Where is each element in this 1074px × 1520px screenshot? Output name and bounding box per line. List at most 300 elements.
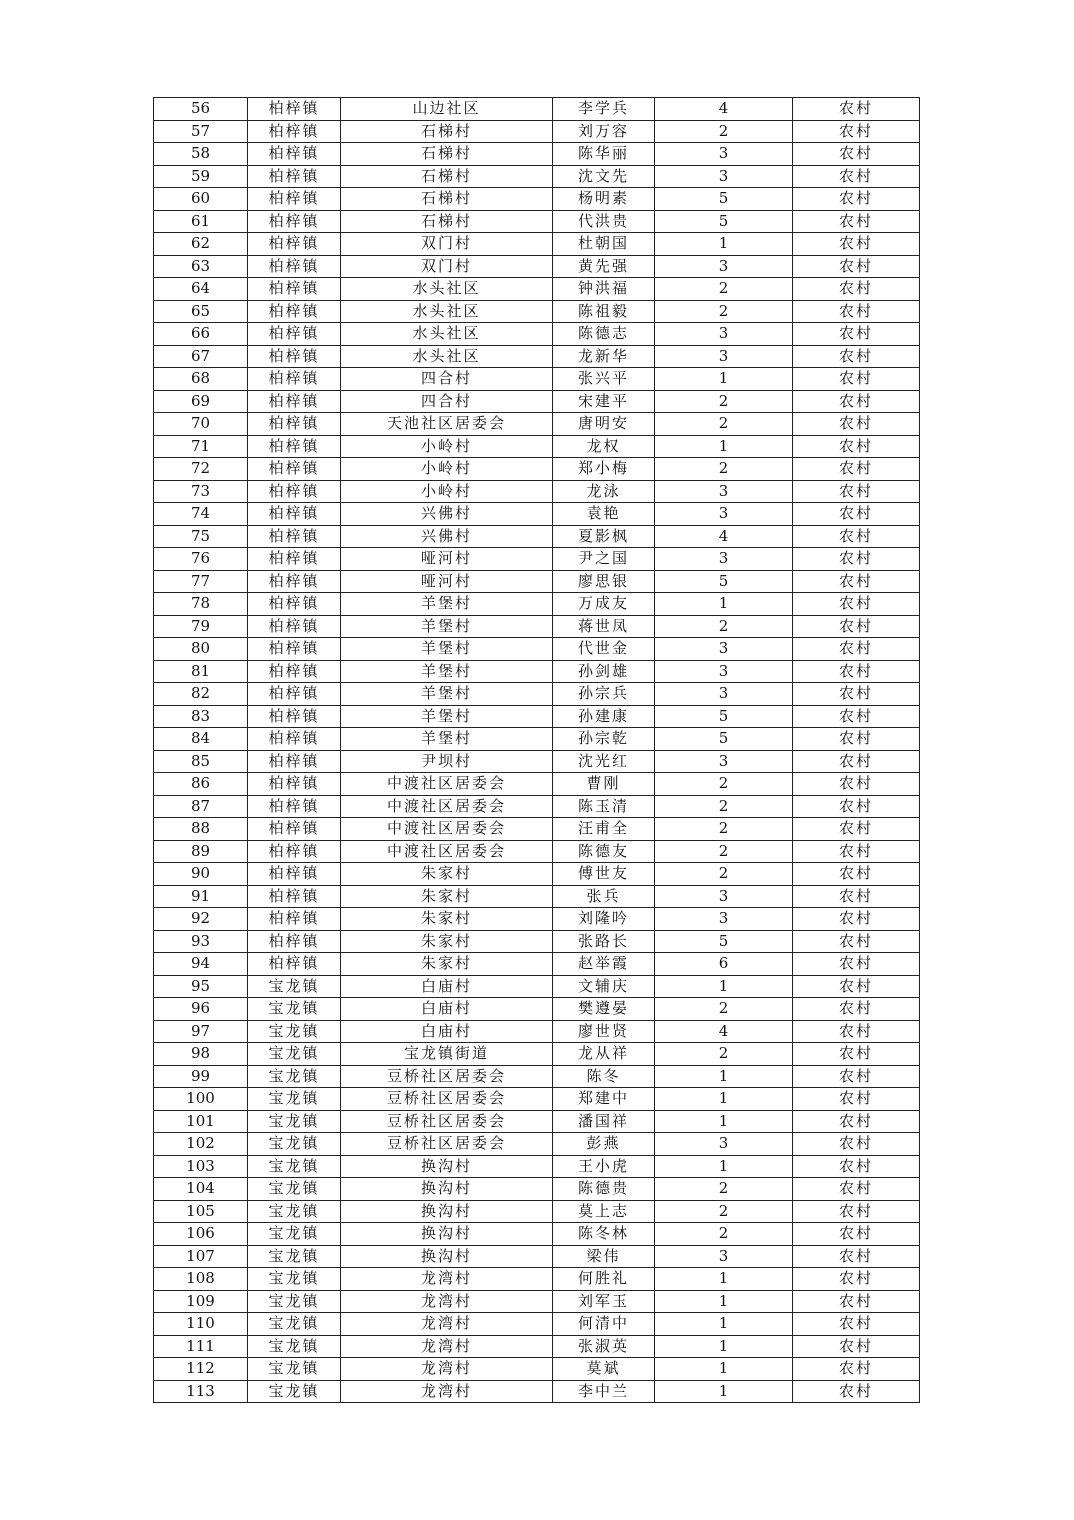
village-cell: 白庙村 [341,975,553,998]
count-cell: 2 [655,795,793,818]
town-cell: 柏梓镇 [248,750,341,773]
town-cell: 柏梓镇 [248,300,341,323]
count-cell: 1 [655,435,793,458]
name-cell: 廖思银 [553,570,655,593]
count-cell: 2 [655,458,793,481]
town-cell: 柏梓镇 [248,278,341,301]
row-number-cell: 93 [154,930,248,953]
type-cell: 农村 [793,975,920,998]
name-cell: 陈德志 [553,323,655,346]
name-cell: 代世金 [553,638,655,661]
name-cell: 陈德贵 [553,1178,655,1201]
village-cell: 白庙村 [341,1020,553,1043]
name-cell: 莫上志 [553,1200,655,1223]
row-number-cell: 67 [154,345,248,368]
row-number-cell: 107 [154,1245,248,1268]
town-cell: 宝龙镇 [248,998,341,1021]
name-cell: 梁伟 [553,1245,655,1268]
type-cell: 农村 [793,1088,920,1111]
count-cell: 3 [655,165,793,188]
name-cell: 王小虎 [553,1155,655,1178]
count-cell: 5 [655,930,793,953]
name-cell: 李学兵 [553,98,655,121]
type-cell: 农村 [793,773,920,796]
name-cell: 潘国祥 [553,1110,655,1133]
village-cell: 山边社区 [341,98,553,121]
row-number-cell: 108 [154,1268,248,1291]
table-row [154,458,920,481]
village-cell: 兴佛村 [341,525,553,548]
town-cell: 宝龙镇 [248,975,341,998]
town-cell: 柏梓镇 [248,930,341,953]
table-row [154,1065,920,1088]
village-cell: 石梯村 [341,188,553,211]
count-cell: 4 [655,1020,793,1043]
village-cell: 小岭村 [341,480,553,503]
type-cell: 农村 [793,1065,920,1088]
table-row [154,1043,920,1066]
table-row [154,1200,920,1223]
type-cell: 农村 [793,1178,920,1201]
type-cell: 农村 [793,525,920,548]
name-cell: 孙剑雄 [553,660,655,683]
village-cell: 哑河村 [341,548,553,571]
count-cell: 1 [655,1358,793,1381]
town-cell: 宝龙镇 [248,1065,341,1088]
town-cell: 柏梓镇 [248,233,341,256]
table-row [154,1020,920,1043]
town-cell: 宝龙镇 [248,1200,341,1223]
row-number-cell: 71 [154,435,248,458]
name-cell: 孙建康 [553,705,655,728]
town-cell: 柏梓镇 [248,165,341,188]
name-cell: 沈光红 [553,750,655,773]
village-cell: 换沟村 [341,1245,553,1268]
table-row [154,1380,920,1403]
table-body [154,98,920,1403]
name-cell: 杨明素 [553,188,655,211]
table-row [154,345,920,368]
table-row [154,930,920,953]
village-cell: 石梯村 [341,143,553,166]
village-cell: 羊堡村 [341,728,553,751]
table-row [154,660,920,683]
row-number-cell: 105 [154,1200,248,1223]
row-number-cell: 96 [154,998,248,1021]
village-cell: 四合村 [341,390,553,413]
table-row [154,998,920,1021]
count-cell: 1 [655,1155,793,1178]
table-row [154,1088,920,1111]
type-cell: 农村 [793,1110,920,1133]
table-row [154,120,920,143]
village-cell: 宝龙镇街道 [341,1043,553,1066]
village-cell: 天池社区居委会 [341,413,553,436]
village-cell: 朱家村 [341,908,553,931]
table-row [154,480,920,503]
name-cell: 郑建中 [553,1088,655,1111]
table-row [154,1178,920,1201]
row-number-cell: 82 [154,683,248,706]
count-cell: 1 [655,593,793,616]
count-cell: 2 [655,1178,793,1201]
count-cell: 3 [655,638,793,661]
row-number-cell: 109 [154,1290,248,1313]
village-cell: 尹坝村 [341,750,553,773]
type-cell: 农村 [793,1358,920,1381]
name-cell: 张淑英 [553,1335,655,1358]
count-cell: 2 [655,818,793,841]
name-cell: 刘万容 [553,120,655,143]
type-cell: 农村 [793,458,920,481]
town-cell: 柏梓镇 [248,885,341,908]
type-cell: 农村 [793,1155,920,1178]
name-cell: 陈华丽 [553,143,655,166]
type-cell: 农村 [793,1290,920,1313]
table-row [154,525,920,548]
row-number-cell: 100 [154,1088,248,1111]
town-cell: 柏梓镇 [248,480,341,503]
type-cell: 农村 [793,548,920,571]
type-cell: 农村 [793,593,920,616]
name-cell: 曹刚 [553,773,655,796]
type-cell: 农村 [793,1133,920,1156]
row-number-cell: 76 [154,548,248,571]
village-cell: 龙湾村 [341,1380,553,1403]
row-number-cell: 77 [154,570,248,593]
village-cell: 石梯村 [341,120,553,143]
name-cell: 龙新华 [553,345,655,368]
name-cell: 黄先强 [553,255,655,278]
table-row [154,503,920,526]
type-cell: 农村 [793,188,920,211]
town-cell: 柏梓镇 [248,660,341,683]
town-cell: 柏梓镇 [248,255,341,278]
type-cell: 农村 [793,1200,920,1223]
count-cell: 3 [655,345,793,368]
village-cell: 豆桥社区居委会 [341,1110,553,1133]
row-number-cell: 73 [154,480,248,503]
village-cell: 龙湾村 [341,1290,553,1313]
town-cell: 宝龙镇 [248,1110,341,1133]
table-row [154,1245,920,1268]
row-number-cell: 106 [154,1223,248,1246]
row-number-cell: 88 [154,818,248,841]
name-cell: 龙泳 [553,480,655,503]
row-number-cell: 111 [154,1335,248,1358]
table-row [154,750,920,773]
count-cell: 6 [655,953,793,976]
town-cell: 柏梓镇 [248,863,341,886]
count-cell: 2 [655,840,793,863]
town-cell: 柏梓镇 [248,435,341,458]
row-number-cell: 102 [154,1133,248,1156]
village-cell: 水头社区 [341,278,553,301]
village-cell: 羊堡村 [341,660,553,683]
count-cell: 1 [655,1065,793,1088]
row-number-cell: 92 [154,908,248,931]
table-row [154,1110,920,1133]
table-row [154,143,920,166]
count-cell: 3 [655,255,793,278]
town-cell: 宝龙镇 [248,1358,341,1381]
town-cell: 宝龙镇 [248,1268,341,1291]
count-cell: 3 [655,1133,793,1156]
count-cell: 3 [655,548,793,571]
row-number-cell: 97 [154,1020,248,1043]
town-cell: 宝龙镇 [248,1178,341,1201]
name-cell: 傅世友 [553,863,655,886]
type-cell: 农村 [793,795,920,818]
village-cell: 兴佛村 [341,503,553,526]
table-row [154,638,920,661]
row-number-cell: 103 [154,1155,248,1178]
type-cell: 农村 [793,210,920,233]
table-row [154,908,920,931]
type-cell: 农村 [793,638,920,661]
row-number-cell: 90 [154,863,248,886]
type-cell: 农村 [793,1043,920,1066]
town-cell: 宝龙镇 [248,1020,341,1043]
row-number-cell: 99 [154,1065,248,1088]
name-cell: 陈玉清 [553,795,655,818]
table-row [154,98,920,121]
table-row [154,818,920,841]
type-cell: 农村 [793,413,920,436]
table-row [154,255,920,278]
town-cell: 宝龙镇 [248,1313,341,1336]
town-cell: 宝龙镇 [248,1133,341,1156]
village-cell: 羊堡村 [341,638,553,661]
type-cell: 农村 [793,1380,920,1403]
row-number-cell: 89 [154,840,248,863]
table-row [154,165,920,188]
row-number-cell: 64 [154,278,248,301]
row-number-cell: 91 [154,885,248,908]
count-cell: 1 [655,1380,793,1403]
row-number-cell: 84 [154,728,248,751]
name-cell: 赵举霞 [553,953,655,976]
name-cell: 郑小梅 [553,458,655,481]
town-cell: 柏梓镇 [248,210,341,233]
town-cell: 柏梓镇 [248,323,341,346]
table-row [154,683,920,706]
document-page [153,97,919,1403]
name-cell: 龙权 [553,435,655,458]
table-row [154,1133,920,1156]
row-number-cell: 79 [154,615,248,638]
type-cell: 农村 [793,750,920,773]
village-cell: 小岭村 [341,458,553,481]
table-row [154,975,920,998]
type-cell: 农村 [793,480,920,503]
count-cell: 2 [655,615,793,638]
row-number-cell: 70 [154,413,248,436]
town-cell: 柏梓镇 [248,705,341,728]
count-cell: 5 [655,188,793,211]
name-cell: 陈祖毅 [553,300,655,323]
row-number-cell: 57 [154,120,248,143]
count-cell: 4 [655,98,793,121]
count-cell: 2 [655,120,793,143]
town-cell: 柏梓镇 [248,840,341,863]
count-cell: 1 [655,975,793,998]
count-cell: 3 [655,480,793,503]
name-cell: 袁艳 [553,503,655,526]
village-cell: 豆桥社区居委会 [341,1088,553,1111]
table-row [154,795,920,818]
village-cell: 龙湾村 [341,1268,553,1291]
name-cell: 张兴平 [553,368,655,391]
type-cell: 农村 [793,345,920,368]
table-row [154,863,920,886]
row-number-cell: 104 [154,1178,248,1201]
type-cell: 农村 [793,660,920,683]
name-cell: 夏影枫 [553,525,655,548]
table-row [154,705,920,728]
village-cell: 羊堡村 [341,593,553,616]
town-cell: 宝龙镇 [248,1088,341,1111]
row-number-cell: 63 [154,255,248,278]
table-row [154,233,920,256]
town-cell: 柏梓镇 [248,390,341,413]
table-row [154,210,920,233]
village-cell: 龙湾村 [341,1335,553,1358]
name-cell: 尹之国 [553,548,655,571]
count-cell: 2 [655,300,793,323]
name-cell: 何清中 [553,1313,655,1336]
village-cell: 朱家村 [341,953,553,976]
type-cell: 农村 [793,255,920,278]
town-cell: 柏梓镇 [248,728,341,751]
type-cell: 农村 [793,885,920,908]
count-cell: 3 [655,1245,793,1268]
type-cell: 农村 [793,1268,920,1291]
town-cell: 柏梓镇 [248,98,341,121]
village-cell: 羊堡村 [341,615,553,638]
type-cell: 农村 [793,435,920,458]
name-cell: 沈文先 [553,165,655,188]
town-cell: 宝龙镇 [248,1380,341,1403]
village-cell: 水头社区 [341,323,553,346]
count-cell: 2 [655,1200,793,1223]
village-cell: 石梯村 [341,165,553,188]
town-cell: 柏梓镇 [248,548,341,571]
village-cell: 四合村 [341,368,553,391]
name-cell: 万成友 [553,593,655,616]
town-cell: 柏梓镇 [248,615,341,638]
town-cell: 柏梓镇 [248,570,341,593]
count-cell: 3 [655,885,793,908]
count-cell: 4 [655,525,793,548]
village-cell: 换沟村 [341,1200,553,1223]
table-row [154,278,920,301]
table-row [154,188,920,211]
type-cell: 农村 [793,998,920,1021]
type-cell: 农村 [793,143,920,166]
town-cell: 柏梓镇 [248,143,341,166]
town-cell: 柏梓镇 [248,953,341,976]
row-number-cell: 61 [154,210,248,233]
name-cell: 文辅庆 [553,975,655,998]
type-cell: 农村 [793,683,920,706]
row-number-cell: 81 [154,660,248,683]
row-number-cell: 80 [154,638,248,661]
village-cell: 石梯村 [341,210,553,233]
town-cell: 柏梓镇 [248,188,341,211]
name-cell: 莫斌 [553,1358,655,1381]
count-cell: 2 [655,773,793,796]
count-cell: 2 [655,863,793,886]
count-cell: 1 [655,1313,793,1336]
row-number-cell: 65 [154,300,248,323]
village-cell: 换沟村 [341,1223,553,1246]
type-cell: 农村 [793,705,920,728]
town-cell: 宝龙镇 [248,1290,341,1313]
town-cell: 宝龙镇 [248,1043,341,1066]
town-cell: 柏梓镇 [248,503,341,526]
type-cell: 农村 [793,818,920,841]
name-cell: 代洪贵 [553,210,655,233]
village-cell: 双门村 [341,255,553,278]
town-cell: 柏梓镇 [248,818,341,841]
town-cell: 柏梓镇 [248,908,341,931]
table-row [154,593,920,616]
count-cell: 3 [655,660,793,683]
count-cell: 1 [655,368,793,391]
row-number-cell: 66 [154,323,248,346]
household-table [153,97,920,1403]
town-cell: 柏梓镇 [248,120,341,143]
type-cell: 农村 [793,953,920,976]
name-cell: 张兵 [553,885,655,908]
table-row [154,413,920,436]
name-cell: 龙从祥 [553,1043,655,1066]
table-row [154,1155,920,1178]
town-cell: 柏梓镇 [248,345,341,368]
count-cell: 5 [655,728,793,751]
row-number-cell: 110 [154,1313,248,1336]
table-row [154,1335,920,1358]
village-cell: 中渡社区居委会 [341,773,553,796]
town-cell: 柏梓镇 [248,525,341,548]
name-cell: 孙宗乾 [553,728,655,751]
town-cell: 柏梓镇 [248,413,341,436]
type-cell: 农村 [793,1335,920,1358]
count-cell: 5 [655,570,793,593]
table-row [154,570,920,593]
row-number-cell: 62 [154,233,248,256]
count-cell: 1 [655,1088,793,1111]
count-cell: 2 [655,1043,793,1066]
name-cell: 刘军玉 [553,1290,655,1313]
row-number-cell: 94 [154,953,248,976]
row-number-cell: 74 [154,503,248,526]
village-cell: 羊堡村 [341,705,553,728]
name-cell: 杜朝国 [553,233,655,256]
count-cell: 2 [655,1223,793,1246]
name-cell: 钟洪福 [553,278,655,301]
type-cell: 农村 [793,908,920,931]
town-cell: 宝龙镇 [248,1155,341,1178]
town-cell: 柏梓镇 [248,795,341,818]
name-cell: 汪甫全 [553,818,655,841]
table-row [154,840,920,863]
row-number-cell: 85 [154,750,248,773]
table-row [154,368,920,391]
town-cell: 宝龙镇 [248,1245,341,1268]
town-cell: 柏梓镇 [248,773,341,796]
